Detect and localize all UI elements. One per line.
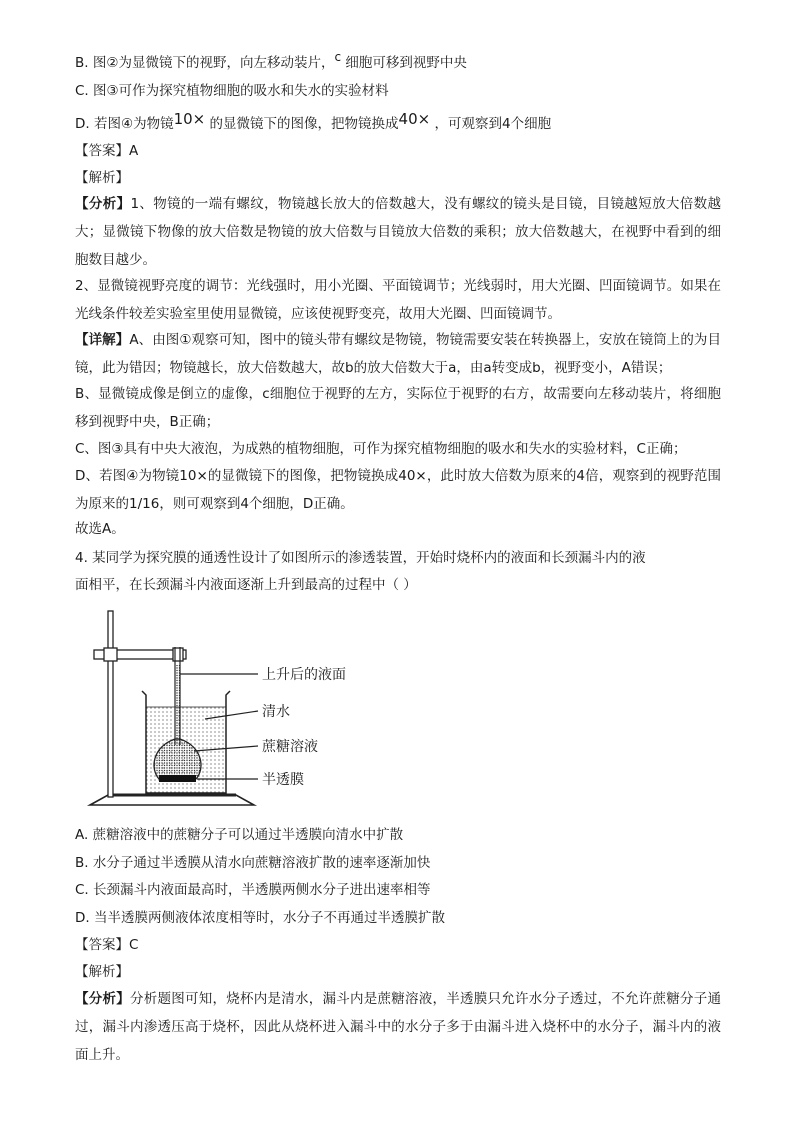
question-4-option-a: A. 蔗糖溶液中的蔗糖分子可以通过半透膜向清水中扩散	[75, 827, 404, 843]
option-d: D. 若图④为物镜10× 的显微镜下的图像，把物镜换成40× ，可观察到4个细胞	[75, 110, 552, 132]
analysis-paragraph: 【分析】1、物镜的一端有螺纹，物镜越长放大的倍数越大，没有螺纹的镜头是目镜，目镜越短放大倍数越大；显微镜下物像的放大倍数是物镜的放大倍数与目镜放大倍数的乘积；放大倍数越大，在视野中看到的细胞数目越少。	[75, 196, 722, 268]
label-clear-water: 清水	[262, 704, 290, 720]
question-4-stem-2: 面相平，在长颈漏斗内液面逐渐上升到最高的过程中（ ）	[75, 577, 417, 593]
answer-label: 【答案】A	[75, 143, 139, 159]
label-semipermeable-membrane: 半透膜	[262, 772, 304, 788]
osmosis-apparatus-figure	[86, 607, 426, 813]
question-4-stem-1: 4. 某同学为探究膜的通透性设计了如图所示的渗透装置，开始时烧杯内的液面和长颈漏斗内的液	[75, 550, 646, 566]
analysis-paragraph-q4: 【分析】分析题图可知，烧杯内是清水，漏斗内是蔗糖溶液，半透膜只允许水分子透过，不允许蔗糖分子通过，漏斗内渗透压高于烧杯，因此从烧杯进入漏斗中的水分子多于由漏斗进入烧杯中的水分子，漏斗内的液面上升。	[75, 991, 721, 1063]
clamp-arm	[94, 648, 186, 661]
stand-base	[90, 795, 254, 805]
option-c: C. 图③可作为探究植物细胞的吸水和失水的实验材料	[75, 83, 389, 99]
explanation-label: 【解析】	[75, 170, 129, 186]
question-4-option-c: C. 长颈漏斗内液面最高时，半透膜两侧水分子进出速率相等	[75, 882, 431, 898]
label-sucrose-solution: 蔗糖溶液	[262, 739, 318, 755]
detail-paragraph-a: 【详解】A、由图①观察可知，图中的镜头带有螺纹是物镜，物镜需要安装在转换器上，安放在镜筒上的为目镜，此为错因；物镜越长，放大倍数越大，故b的放大倍数大于a，由a转变成b，视野变小，A错误；	[75, 332, 721, 376]
analysis-paragraph-2: 2、显微镜视野亮度的调节：光线强时，用小光圈、平面镜调节；光线弱时，用大光圈、凹面镜调节。如果在光线条件较差实验室里使用显微镜，应该使视野变亮，故用大光圈、凹面镜调节。	[75, 278, 721, 322]
question-4-option-d: D. 当半透膜两侧液体浓度相等时，水分子不再通过半透膜扩散	[75, 910, 445, 926]
cell-c-label: c	[334, 50, 342, 64]
detail-paragraph-d: D、若图④为物镜10×的显微镜下的图像，把物镜换成40×，此时放大倍数为原来的4倍，观察到的视野范围为原来的1/16，则可观察到4个细胞，D正确。	[75, 468, 721, 512]
answer-label-2: 【答案】C	[75, 937, 139, 953]
option-b: B. 图②为显微镜下的视野，向左移动装片，c 细胞可移到视野中央	[75, 50, 467, 71]
detail-paragraph-b: B、显微镜成像是倒立的虚像，c细胞位于视野的左方，实际位于视野的右方，故需要向左移动装片，将细胞移到视野中央，B正确；	[75, 386, 721, 430]
stand-rod	[108, 611, 113, 797]
label-raised-level: 上升后的液面	[262, 667, 346, 683]
explanation-label-2: 【解析】	[75, 964, 129, 980]
question-4-option-b: B. 水分子通过半透膜从清水向蔗糖溶液扩散的速率逐渐加快	[75, 855, 431, 871]
conclusion: 故选A。	[75, 521, 125, 537]
detail-paragraph-c: C、图③具有中央大液泡，为成熟的植物细胞，可作为探究植物细胞的吸水和失水的实验材料，C正确；	[75, 441, 687, 457]
semipermeable-membrane	[159, 775, 196, 782]
